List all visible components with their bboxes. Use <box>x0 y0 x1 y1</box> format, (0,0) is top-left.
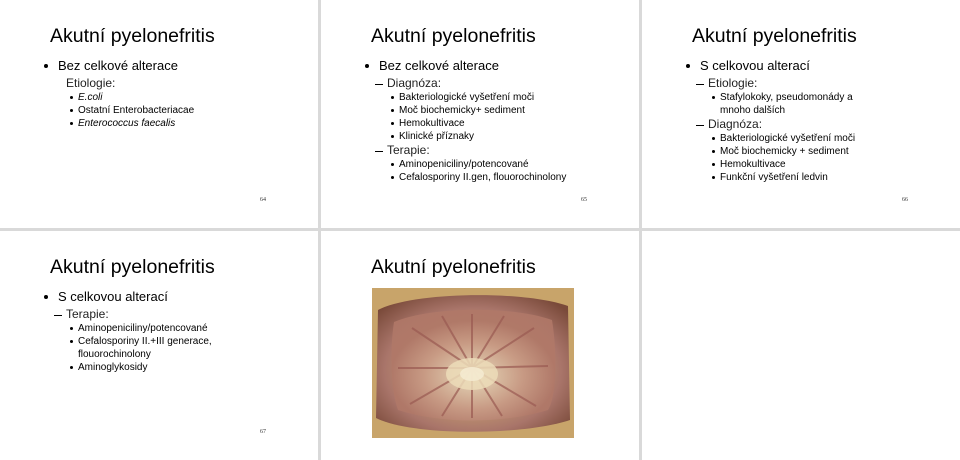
list-item: Bez celkové alterace <box>363 58 631 74</box>
list-item: Terapie: <box>42 307 310 322</box>
list-item: Moč biochemicky + sediment <box>684 145 952 158</box>
empty-slot <box>642 231 960 460</box>
list-item: Aminopeniciliny/potencované <box>363 158 631 171</box>
list-item: Etiologie: <box>66 76 116 90</box>
list-item: S celkovou alterací <box>42 289 310 305</box>
list-item: Hemokultivace <box>684 158 952 171</box>
slide-title: Akutní pyelonefritis <box>371 25 536 47</box>
list-item: Moč biochemicky+ sediment <box>363 104 631 117</box>
slide-65 <box>321 0 639 228</box>
list-item: Bakteriologické vyšetření moči <box>363 91 631 104</box>
slide-67 <box>0 231 318 460</box>
slide-number: 66 <box>902 197 908 203</box>
list-item: Bez celkové alterace <box>42 58 310 74</box>
list-item: S celkovou alterací <box>684 58 952 74</box>
list-item: Bakteriologické vyšetření moči <box>684 132 952 145</box>
slide-number: 67 <box>260 429 266 435</box>
list-item: Klinické příznaky <box>363 130 631 143</box>
list-item: Aminopeniciliny/potencované <box>42 322 310 335</box>
list-item: Terapie: <box>363 143 631 158</box>
list-item: Cefalosporiny II.+III generace, flouorochinolony <box>42 335 238 361</box>
list-item: Cefalosporiny II.gen, flouorochinolony <box>363 171 631 184</box>
list-item: Etiologie: <box>684 76 952 91</box>
list-item: Hemokultivace <box>363 117 631 130</box>
list-item: Ostatní Enterobacteriacae <box>42 104 310 117</box>
list-item: Diagnóza: <box>363 76 631 91</box>
list-item: Stafylokoky, pseudomonády a mnoho dalších <box>684 91 870 117</box>
list-item: E.coli <box>42 91 310 104</box>
slide-title: Akutní pyelonefritis <box>50 256 215 278</box>
list-item: Enterococcus faecalis <box>42 117 310 130</box>
slide-66 <box>642 0 960 228</box>
slide-title: Akutní pyelonefritis <box>50 25 215 47</box>
list-item: Diagnóza: <box>684 117 952 132</box>
list-item: Funkční vyšetření ledvin <box>684 171 952 184</box>
slide-number: 64 <box>260 197 266 203</box>
slide-title: Akutní pyelonefritis <box>692 25 857 47</box>
kidney-pathology-photo <box>372 288 574 438</box>
slide-64 <box>0 0 318 228</box>
list-item: Aminoglykosidy <box>42 361 310 374</box>
slide-title: Akutní pyelonefritis <box>371 256 536 278</box>
slide-number: 65 <box>581 197 587 203</box>
